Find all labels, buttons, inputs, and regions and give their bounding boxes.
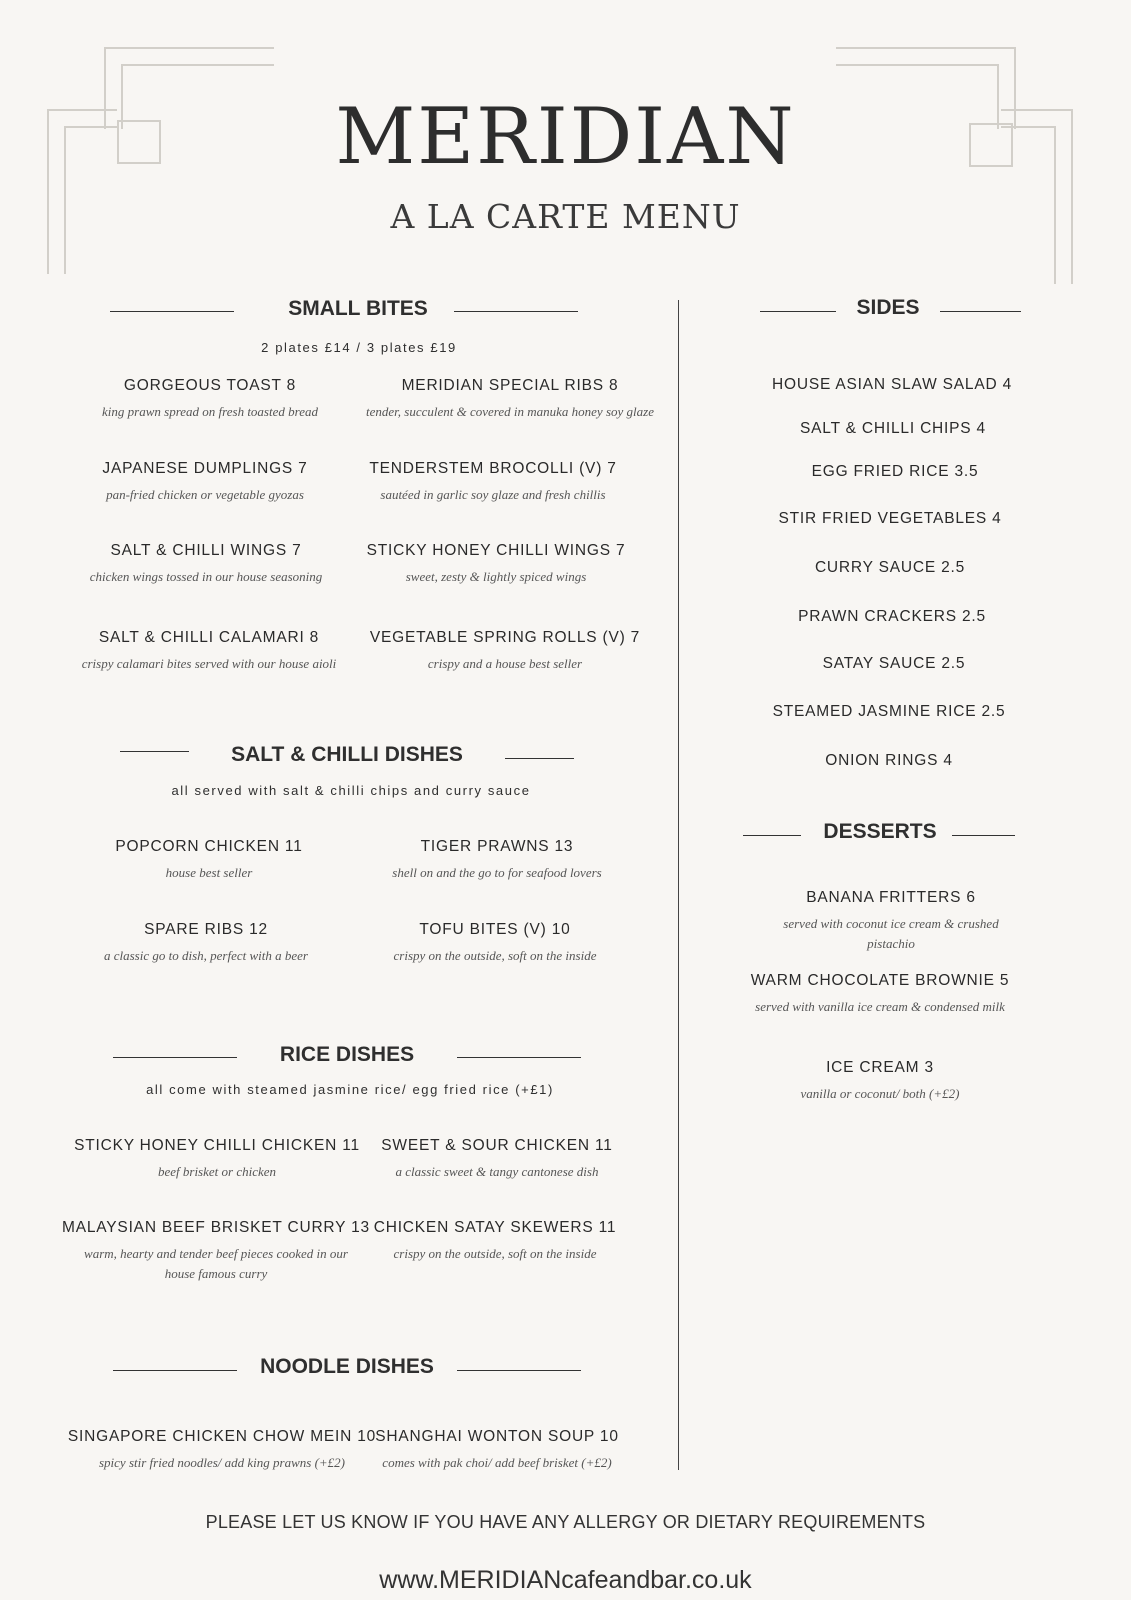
item-name: STICKY HONEY CHILLI WINGS 7: [366, 542, 626, 559]
item-name: CHICKEN SATAY SKEWERS 11: [373, 1219, 617, 1236]
menu-item: [381, 1137, 612, 1182]
divider-line: [457, 1057, 581, 1058]
item-name: SALT & CHILLI CHIPS 4: [800, 420, 986, 437]
divider-line: [454, 311, 578, 312]
item-description: beef brisket or chicken: [157, 1164, 277, 1179]
item-name: MERIDIAN SPECIAL RIBS 8: [401, 377, 619, 394]
item-description: vanilla or coconut/ both (+£2): [800, 1086, 960, 1101]
menu-subtitle: A LA CARTE MENU: [390, 197, 741, 236]
section-title-small-bites: SMALL BITES: [288, 297, 428, 320]
item-name: GORGEOUS TOAST 8: [123, 377, 297, 394]
menu-item: [367, 542, 626, 587]
item-description: crispy on the outside, soft on the inside: [393, 948, 597, 963]
item-description: house best seller: [165, 865, 253, 880]
divider-line: [113, 1057, 237, 1058]
menu-item: [392, 838, 601, 883]
item-description-line: house famous curry: [164, 1266, 268, 1281]
item-name: SWEET & SOUR CHICKEN 11: [381, 1137, 613, 1154]
side-item: [798, 608, 986, 626]
item-name: POPCORN CHICKEN 11: [115, 838, 303, 855]
menu-item: [115, 838, 302, 883]
item-description: served with coconut ice cream & crushed pistachio: [783, 916, 999, 951]
item-description: sweet, zesty & lightly spiced wings: [405, 569, 587, 584]
menu-item: [801, 1059, 960, 1104]
menu-item: [62, 1219, 370, 1284]
allergy-notice: PLEASE LET US KNOW IF YOU HAVE ANY ALLERGY OR DIETARY REQUIREMENTS: [205, 1512, 926, 1532]
item-name: SATAY SAUCE 2.5: [822, 655, 966, 672]
menu-item: [374, 1219, 617, 1264]
item-name: MALAYSIAN BEEF BRISKET CURRY 13: [62, 1219, 370, 1236]
menu-item: [104, 921, 308, 966]
column-divider: [678, 300, 679, 1470]
item-description-line: warm, hearty and tender beef pieces cooked in our: [84, 1246, 348, 1261]
divider-line: [110, 311, 234, 312]
item-name: CURRY SAUCE 2.5: [814, 559, 966, 576]
section-title-noodle: NOODLE DISHES: [260, 1355, 434, 1378]
item-name: TOFU BITES (V) 10: [419, 921, 571, 938]
side-item: [772, 376, 1012, 394]
item-description: [62, 1244, 370, 1284]
menu-item: [370, 629, 640, 674]
item-description: crispy on the outside, soft on the inside: [393, 1246, 597, 1261]
menu-item: [375, 1428, 618, 1473]
menu-item: [751, 972, 1010, 1017]
item-name: WARM CHOCOLATE BROWNIE 5: [750, 972, 1010, 989]
item-name: STEAMED JASMINE RICE 2.5: [772, 703, 1006, 720]
item-name: ONION RINGS 4: [825, 752, 953, 769]
menu-item: [394, 921, 597, 966]
item-name: HOUSE ASIAN SLAW SALAD 4: [771, 376, 1013, 393]
menu-item: [102, 460, 307, 505]
item-name: VEGETABLE SPRING ROLLS (V) 7: [369, 629, 641, 646]
restaurant-title: MERIDIAN: [335, 92, 796, 182]
divider-line: [940, 311, 1021, 312]
item-name: SALT & CHILLI CALAMARI 8: [98, 629, 320, 646]
side-item: [825, 752, 953, 770]
item-name: SHANGHAI WONTON SOUP 10: [375, 1428, 619, 1445]
item-description: king prawn spread on fresh toasted bread: [102, 404, 318, 419]
section-title-salt-chilli: SALT & CHILLI DISHES: [231, 743, 463, 766]
item-name: JAPANESE DUMPLINGS 7: [102, 460, 308, 477]
menu-item: [68, 1428, 376, 1473]
item-name: TENDERSTEM BROCOLLI (V) 7: [369, 460, 617, 477]
item-description: tender, succulent & covered in manuka honey soy glaze: [366, 404, 654, 419]
divider-line: [120, 751, 189, 752]
divider-line: [113, 1370, 237, 1371]
section-note-small-bites: 2 plates £14 / 3 plates £19: [261, 340, 457, 355]
side-item: [800, 420, 986, 438]
menu-item: [82, 629, 337, 674]
section-note-salt-chilli: all served with salt & chilli chips and curry sauce: [171, 783, 531, 798]
item-name: STIR FRIED VEGETABLES 4: [778, 510, 1002, 527]
divider-line: [505, 758, 574, 759]
side-item: [773, 703, 1006, 721]
divider-line: [743, 835, 801, 836]
side-item: [778, 510, 1001, 528]
item-description: crispy calamari bites served with our house aioli: [81, 656, 337, 671]
side-item: [812, 463, 979, 481]
menu-item: [369, 460, 616, 505]
item-name: SINGAPORE CHICKEN CHOW MEIN 10: [67, 1428, 377, 1445]
item-description: served with vanilla ice cream & condensed milk: [755, 999, 1005, 1014]
section-title-desserts: DESSERTS: [823, 820, 937, 843]
item-description: chicken wings tossed in our house seasoning: [89, 569, 323, 584]
menu-item: [102, 377, 318, 422]
item-name: BANANA FRITTERS 6: [806, 889, 976, 906]
item-name: PRAWN CRACKERS 2.5: [798, 608, 986, 625]
item-description: a classic go to dish, perfect with a beer: [103, 948, 309, 963]
item-description: a classic sweet & tangy cantonese dish: [395, 1164, 599, 1179]
item-name: STICKY HONEY CHILLI CHICKEN 11: [74, 1137, 360, 1154]
section-note-rice: all come with steamed jasmine rice/ egg fried rice (+£1): [146, 1082, 554, 1097]
divider-line: [952, 835, 1015, 836]
item-description: sautéed in garlic soy glaze and fresh chillis: [380, 487, 606, 502]
item-name: SPARE RIBS 12: [144, 921, 268, 938]
item-description: pan-fried chicken or vegetable gyozas: [106, 487, 304, 502]
side-item: [823, 655, 966, 673]
menu-item: [74, 1137, 360, 1182]
item-description: crispy and a house best seller: [427, 656, 583, 671]
item-description: comes with pak choi/ add beef brisket (+£2): [382, 1455, 612, 1470]
section-title-sides: SIDES: [856, 296, 920, 319]
item-name: TIGER PRAWNS 13: [420, 838, 574, 855]
divider-line: [457, 1370, 581, 1371]
divider-line: [760, 311, 836, 312]
menu-item: [366, 377, 654, 422]
item-name: SALT & CHILLI WINGS 7: [110, 542, 302, 559]
menu-item: [90, 542, 323, 587]
website-link[interactable]: www.MERIDIANcafeandbar.co.uk: [379, 1566, 752, 1594]
item-name: ICE CREAM 3: [826, 1059, 934, 1076]
item-description: spicy stir fried noodles/ add king prawns (+£2): [98, 1455, 345, 1470]
side-item: [815, 559, 965, 577]
item-description: shell on and the go to for seafood lovers: [392, 865, 602, 880]
menu-item: [771, 889, 1011, 954]
item-name: EGG FRIED RICE 3.5: [811, 463, 979, 480]
section-title-rice: RICE DISHES: [279, 1043, 415, 1066]
